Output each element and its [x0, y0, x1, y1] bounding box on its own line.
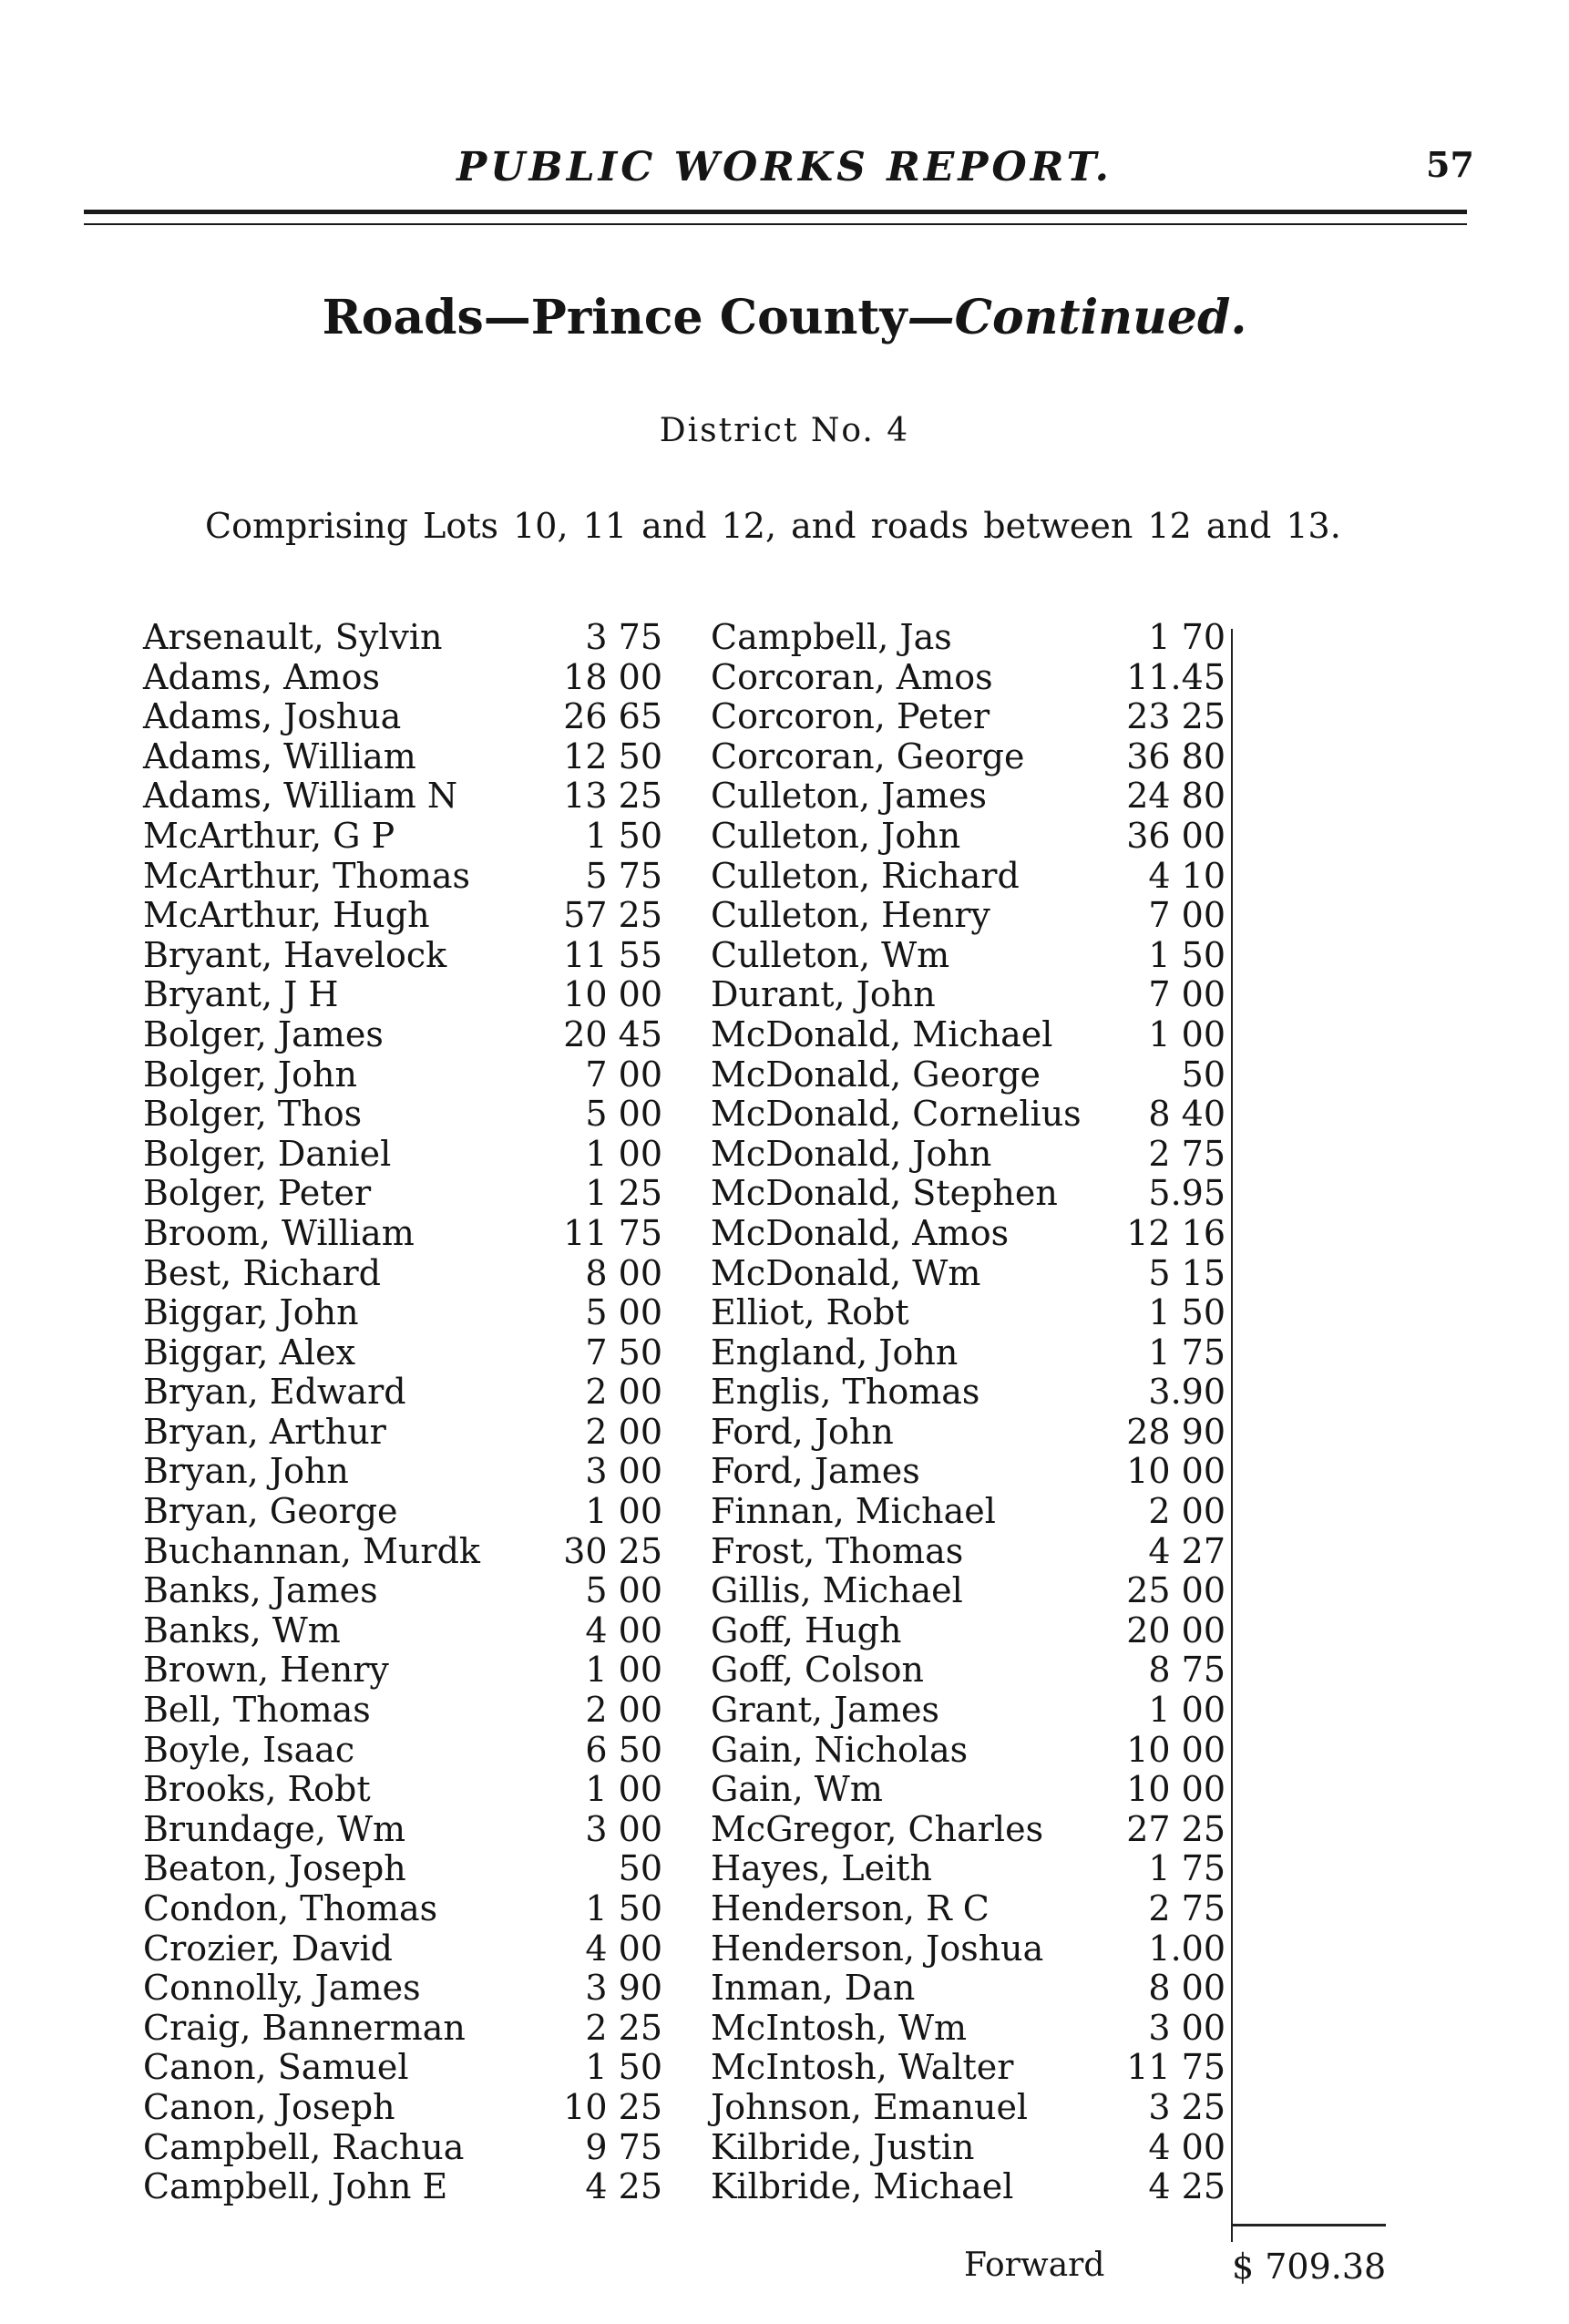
- entry-name: Brown, Henry: [143, 1650, 389, 1691]
- entry-amount: 57 25: [563, 895, 662, 936]
- entry-row: [711, 975, 1235, 1015]
- entry-row: [143, 2009, 662, 2049]
- entry-row: [143, 776, 662, 817]
- entry-amount: 12 50: [563, 735, 662, 776]
- entry-row: [143, 1214, 662, 1254]
- entry-name: Bolger, Daniel: [143, 1133, 392, 1174]
- entry-name: McDonald, George: [711, 1054, 1041, 1095]
- entry-amount: 2 00: [585, 1372, 662, 1413]
- entry-name: Bolger, John: [143, 1054, 357, 1095]
- entry-row: [711, 2009, 1235, 2049]
- entry-name: McDonald, Amos: [711, 1212, 1010, 1253]
- entry-name: Grant, James: [711, 1690, 939, 1731]
- entry-name: McDonald, Cornelius: [711, 1094, 1082, 1135]
- entry-row: [143, 857, 662, 897]
- entry-name: Adams, Amos: [143, 656, 380, 697]
- entry-amount: 5 75: [585, 855, 662, 896]
- entry-name: Corcoron, Peter: [711, 696, 990, 737]
- entry-name: Banks, Wm: [143, 1609, 341, 1650]
- entry-name: Connolly, James: [143, 1968, 421, 2009]
- entry-name: McArthur, Hugh: [143, 895, 430, 936]
- entry-row: [711, 1969, 1235, 2009]
- entry-name: Canon, Samuel: [143, 2047, 409, 2088]
- entry-row: [143, 658, 662, 698]
- entry-amount: 2 00: [585, 1411, 662, 1452]
- entry-row: [143, 1849, 662, 1889]
- entry-row: [143, 2048, 662, 2088]
- entry-row: [143, 936, 662, 976]
- entry-name: Bryan, Arthur: [143, 1411, 386, 1452]
- entry-name: Johnson, Emanuel: [711, 2086, 1029, 2127]
- entry-row: [711, 2048, 1235, 2088]
- entry-row: [143, 1373, 662, 1413]
- entry-amount: 4 00: [1148, 2126, 1225, 2167]
- entry-row: [711, 1889, 1235, 1929]
- entry-name: Biggar, John: [143, 1292, 359, 1333]
- entry-row: [711, 1929, 1235, 1969]
- entry-row: [711, 1214, 1235, 1254]
- section-title-continued: —Continued.: [907, 290, 1247, 345]
- entry-amount: 10 00: [1126, 1451, 1225, 1492]
- entry-amount: 1 75: [1148, 1848, 1225, 1889]
- entry-name: Bryan, George: [143, 1491, 398, 1532]
- entry-amount: 3 75: [585, 617, 662, 657]
- entry-row: [711, 618, 1235, 658]
- entry-amount: 6 50: [585, 1729, 662, 1770]
- entry-name: Adams, Joshua: [143, 696, 402, 737]
- entry-name: Beaton, Joseph: [143, 1848, 406, 1889]
- entry-row: [711, 1849, 1235, 1889]
- entry-amount: 3 00: [585, 1451, 662, 1492]
- entry-amount: 13 25: [563, 776, 662, 817]
- entry-amount: 3 25: [1148, 2086, 1225, 2127]
- entry-row: [711, 896, 1235, 936]
- entry-name: England, John: [711, 1332, 959, 1373]
- entry-name: Gain, Nicholas: [711, 1729, 969, 1770]
- entry-amount: 1 50: [585, 2047, 662, 2088]
- entry-amount: 1 50: [585, 1888, 662, 1928]
- entry-row: [711, 776, 1235, 817]
- entry-name: Durant, John: [711, 974, 936, 1015]
- entry-amount: 7 50: [585, 1332, 662, 1373]
- entry-row: [143, 618, 662, 658]
- amount-column-rule: [1231, 629, 1233, 2242]
- entry-name: Ford, John: [711, 1411, 894, 1452]
- entry-amount: 8 00: [1148, 1968, 1225, 2009]
- entry-name: Bell, Thomas: [143, 1690, 371, 1731]
- entry-amount: 3 90: [585, 1968, 662, 2009]
- entry-row: [711, 1532, 1235, 1572]
- entry-row: [143, 1889, 662, 1929]
- entry-amount: 1 50: [1148, 934, 1225, 975]
- entry-name: Gillis, Michael: [711, 1570, 963, 1611]
- entry-row: [143, 1333, 662, 1373]
- entry-amount: 50: [618, 1848, 662, 1889]
- entry-amount: 2 75: [1148, 1133, 1225, 1174]
- entry-row: [143, 1413, 662, 1453]
- entry-amount: 20 45: [563, 1013, 662, 1054]
- right-column: [711, 618, 1235, 2207]
- entry-amount: 12 16: [1126, 1212, 1225, 1253]
- left-column: [143, 618, 662, 2207]
- entry-row: [143, 1770, 662, 1810]
- entry-row: [711, 658, 1235, 698]
- entry-name: Corcoran, George: [711, 735, 1025, 776]
- entry-row: [711, 2088, 1235, 2128]
- entry-row: [143, 1055, 662, 1095]
- entry-name: Best, Richard: [143, 1252, 382, 1293]
- entry-name: Bryan, John: [143, 1451, 349, 1492]
- entry-amount: 2 00: [1148, 1491, 1225, 1532]
- entry-amount: 10 25: [563, 2086, 662, 2127]
- entry-amount: 5 00: [585, 1292, 662, 1333]
- entry-name: Broom, William: [143, 1212, 415, 1253]
- entry-amount: 10 00: [1126, 1729, 1225, 1770]
- entry-name: McArthur, G P: [143, 815, 395, 856]
- entry-name: Campbell, John E: [143, 2166, 448, 2207]
- entry-row: [143, 1492, 662, 1532]
- entry-name: McArthur, Thomas: [143, 855, 471, 896]
- entry-row: [143, 1135, 662, 1175]
- entry-row: [711, 1174, 1235, 1214]
- entry-name: Bolger, Thos: [143, 1094, 363, 1135]
- entry-amount: 8 75: [1148, 1650, 1225, 1691]
- entry-amount: 8 40: [1148, 1094, 1225, 1135]
- entry-name: Bolger, James: [143, 1013, 384, 1054]
- entry-name: Arsenault, Sylvin: [143, 617, 443, 657]
- entry-amount: 23 25: [1126, 696, 1225, 737]
- entry-row: [143, 1174, 662, 1214]
- entry-name: Biggar, Alex: [143, 1332, 356, 1373]
- entry-name: Gain, Wm: [711, 1769, 883, 1810]
- entry-name: Frost, Thomas: [711, 1530, 964, 1571]
- entry-name: Henderson, R C: [711, 1888, 990, 1928]
- entry-amount: 2 00: [585, 1690, 662, 1731]
- entry-amount: 24 80: [1126, 776, 1225, 817]
- entry-amount: 20 00: [1126, 1609, 1225, 1650]
- entry-amount: 1 70: [1148, 617, 1225, 657]
- entry-row: [711, 1611, 1235, 1651]
- entry-name: Inman, Dan: [711, 1968, 916, 2009]
- entry-row: [711, 1650, 1235, 1691]
- entry-name: Adams, William N: [143, 776, 458, 817]
- entry-row: [143, 2167, 662, 2207]
- entry-amount: 5 15: [1148, 1252, 1225, 1293]
- entry-amount: 11 55: [563, 934, 662, 975]
- entry-amount: 1 50: [585, 815, 662, 856]
- entry-row: [711, 1095, 1235, 1135]
- entry-row: [711, 817, 1235, 857]
- entry-amount: 28 90: [1126, 1411, 1225, 1452]
- entry-amount: 1 00: [585, 1491, 662, 1532]
- entry-name: McIntosh, Wm: [711, 2007, 968, 2048]
- entry-row: [143, 697, 662, 737]
- entry-name: Bryan, Edward: [143, 1372, 406, 1413]
- entry-row: [143, 1452, 662, 1492]
- entry-name: Culleton, John: [711, 815, 961, 856]
- entry-row: [711, 1731, 1235, 1771]
- entry-row: [711, 737, 1235, 777]
- entry-amount: 1 50: [1148, 1292, 1225, 1333]
- entry-amount: 3 00: [585, 1808, 662, 1849]
- entry-row: [143, 1731, 662, 1771]
- entry-amount: 1 00: [585, 1650, 662, 1691]
- entry-name: Boyle, Isaac: [143, 1729, 355, 1770]
- entry-amount: 8 00: [585, 1252, 662, 1293]
- entry-amount: 50: [1181, 1054, 1225, 1095]
- entry-row: [711, 1293, 1235, 1333]
- entry-row: [711, 1254, 1235, 1294]
- entry-name: Campbell, Rachua: [143, 2126, 465, 2167]
- entry-amount: 5 00: [585, 1570, 662, 1611]
- entry-amount: 36 80: [1126, 735, 1225, 776]
- entry-amount: 7 00: [1148, 974, 1225, 1015]
- entry-name: Culleton, Richard: [711, 855, 1020, 896]
- entry-amount: 36 00: [1126, 815, 1225, 856]
- entry-row: [143, 1015, 662, 1055]
- entry-row: [143, 975, 662, 1015]
- entry-name: Englis, Thomas: [711, 1372, 980, 1413]
- entry-amount: 7 00: [585, 1054, 662, 1095]
- entry-row: [711, 1413, 1235, 1453]
- entry-amount: 4 27: [1148, 1530, 1225, 1571]
- entry-name: Bryant, J H: [143, 974, 339, 1015]
- entry-name: Ford, James: [711, 1451, 920, 1492]
- entry-name: Culleton, James: [711, 776, 988, 817]
- entry-name: Kilbride, Michael: [711, 2166, 1014, 2207]
- district-description: Comprising Lots 10, 11 and 12, and roads between 12 and 13.: [205, 506, 1341, 546]
- entry-amount: 3 00: [1148, 2007, 1225, 2048]
- entry-amount: 4 00: [585, 1609, 662, 1650]
- entry-row: [711, 1571, 1235, 1611]
- entry-row: [711, 1691, 1235, 1731]
- entry-amount: 5.95: [1148, 1173, 1225, 1214]
- entry-row: [711, 1373, 1235, 1413]
- entry-name: Elliot, Robt: [711, 1292, 909, 1333]
- entry-amount: 11 75: [1126, 2047, 1225, 2088]
- entry-amount: 11 75: [563, 1212, 662, 1253]
- entry-row: [143, 1929, 662, 1969]
- entry-name: Campbell, Jas: [711, 617, 952, 657]
- entry-amount: 4 25: [585, 2166, 662, 2207]
- entry-name: Bryant, Havelock: [143, 934, 447, 975]
- entry-name: McDonald, Michael: [711, 1013, 1053, 1054]
- entry-name: Adams, William: [143, 735, 416, 776]
- entry-row: [711, 1135, 1235, 1175]
- entry-name: Goff, Hugh: [711, 1609, 902, 1650]
- entry-name: Culleton, Wm: [711, 934, 950, 975]
- entry-row: [143, 2128, 662, 2168]
- entry-amount: 1 25: [585, 1173, 662, 1214]
- entry-row: [143, 1254, 662, 1294]
- entry-amount: 5 00: [585, 1094, 662, 1135]
- entry-name: Culleton, Henry: [711, 895, 990, 936]
- entry-name: Hayes, Leith: [711, 1848, 933, 1889]
- entry-row: [143, 1293, 662, 1333]
- entry-row: [711, 2128, 1235, 2168]
- entry-amount: 1 00: [1148, 1690, 1225, 1731]
- entry-name: Canon, Joseph: [143, 2086, 395, 2127]
- entry-row: [711, 857, 1235, 897]
- entry-name: Brundage, Wm: [143, 1808, 406, 1849]
- entry-name: Bolger, Peter: [143, 1173, 372, 1214]
- entry-row: [143, 2088, 662, 2128]
- entry-name: McDonald, John: [711, 1133, 992, 1174]
- entry-name: McDonald, Stephen: [711, 1173, 1058, 1214]
- entry-name: Buchannan, Murdk: [143, 1530, 480, 1571]
- entry-name: Finnan, Michael: [711, 1491, 996, 1532]
- entry-name: McDonald, Wm: [711, 1252, 981, 1293]
- entry-row: [711, 936, 1235, 976]
- forward-label: Forward: [964, 2247, 1105, 2284]
- section-title: [0, 290, 1569, 345]
- entry-name: Kilbride, Justin: [711, 2126, 975, 2167]
- total-rule: [1231, 2224, 1386, 2226]
- entry-amount: 2 25: [585, 2007, 662, 2048]
- entry-row: [143, 1571, 662, 1611]
- running-header-title: PUBLIC WORKS REPORT.: [456, 144, 1113, 190]
- entry-row: [143, 737, 662, 777]
- entry-row: [711, 2167, 1235, 2207]
- entry-row: [711, 1333, 1235, 1373]
- entry-row: [143, 1969, 662, 2009]
- page-number: 57: [1426, 144, 1474, 185]
- entry-amount: 27 25: [1126, 1808, 1225, 1849]
- entry-row: [711, 1055, 1235, 1095]
- entry-name: Henderson, Joshua: [711, 1928, 1044, 1969]
- entry-name: Craig, Bannerman: [143, 2007, 466, 2048]
- section-title-main: Roads—Prince County: [322, 290, 908, 345]
- entry-row: [711, 1770, 1235, 1810]
- entry-row: [143, 817, 662, 857]
- entry-name: McGregor, Charles: [711, 1808, 1044, 1849]
- entry-row: [711, 1492, 1235, 1532]
- entry-row: [711, 697, 1235, 737]
- entry-row: [143, 896, 662, 936]
- entry-name: Condon, Thomas: [143, 1888, 438, 1928]
- entry-amount: 4 10: [1148, 855, 1225, 896]
- entry-amount: 9 75: [585, 2126, 662, 2167]
- header-rule: [84, 210, 1467, 225]
- entry-amount: 1 75: [1148, 1332, 1225, 1373]
- entry-row: [143, 1095, 662, 1135]
- entry-amount: 11.45: [1126, 656, 1225, 697]
- entry-row: [143, 1611, 662, 1651]
- entry-amount: 25 00: [1126, 1570, 1225, 1611]
- entry-amount: 3.90: [1148, 1372, 1225, 1413]
- entry-amount: 2 75: [1148, 1888, 1225, 1928]
- entry-row: [711, 1015, 1235, 1055]
- entry-amount: 7 00: [1148, 895, 1225, 936]
- entry-row: [143, 1650, 662, 1691]
- entry-row: [711, 1452, 1235, 1492]
- entry-amount: 4 00: [585, 1928, 662, 1969]
- entry-amount: 10 00: [563, 974, 662, 1015]
- entry-amount: 10 00: [1126, 1769, 1225, 1810]
- entry-name: Banks, James: [143, 1570, 378, 1611]
- entry-amount: 26 65: [563, 696, 662, 737]
- entry-amount: 4 25: [1148, 2166, 1225, 2207]
- entry-amount: 1 00: [1148, 1013, 1225, 1054]
- entry-amount: 1 00: [585, 1769, 662, 1810]
- entry-name: Brooks, Robt: [143, 1769, 371, 1810]
- entry-row: [143, 1532, 662, 1572]
- entry-name: Corcoran, Amos: [711, 656, 993, 697]
- entry-row: [143, 1691, 662, 1731]
- entry-name: McIntosh, Walter: [711, 2047, 1014, 2088]
- entry-name: Crozier, David: [143, 1928, 393, 1969]
- entry-amount: 30 25: [563, 1530, 662, 1571]
- entry-name: Goff, Colson: [711, 1650, 924, 1691]
- district-heading: District No. 4: [659, 412, 910, 449]
- entry-amount: 18 00: [563, 656, 662, 697]
- entry-amount: 1 00: [585, 1133, 662, 1174]
- forward-amount: $ 709.38: [1232, 2247, 1387, 2287]
- entry-row: [711, 1810, 1235, 1850]
- entry-row: [143, 1810, 662, 1850]
- entry-amount: 1.00: [1148, 1928, 1225, 1969]
